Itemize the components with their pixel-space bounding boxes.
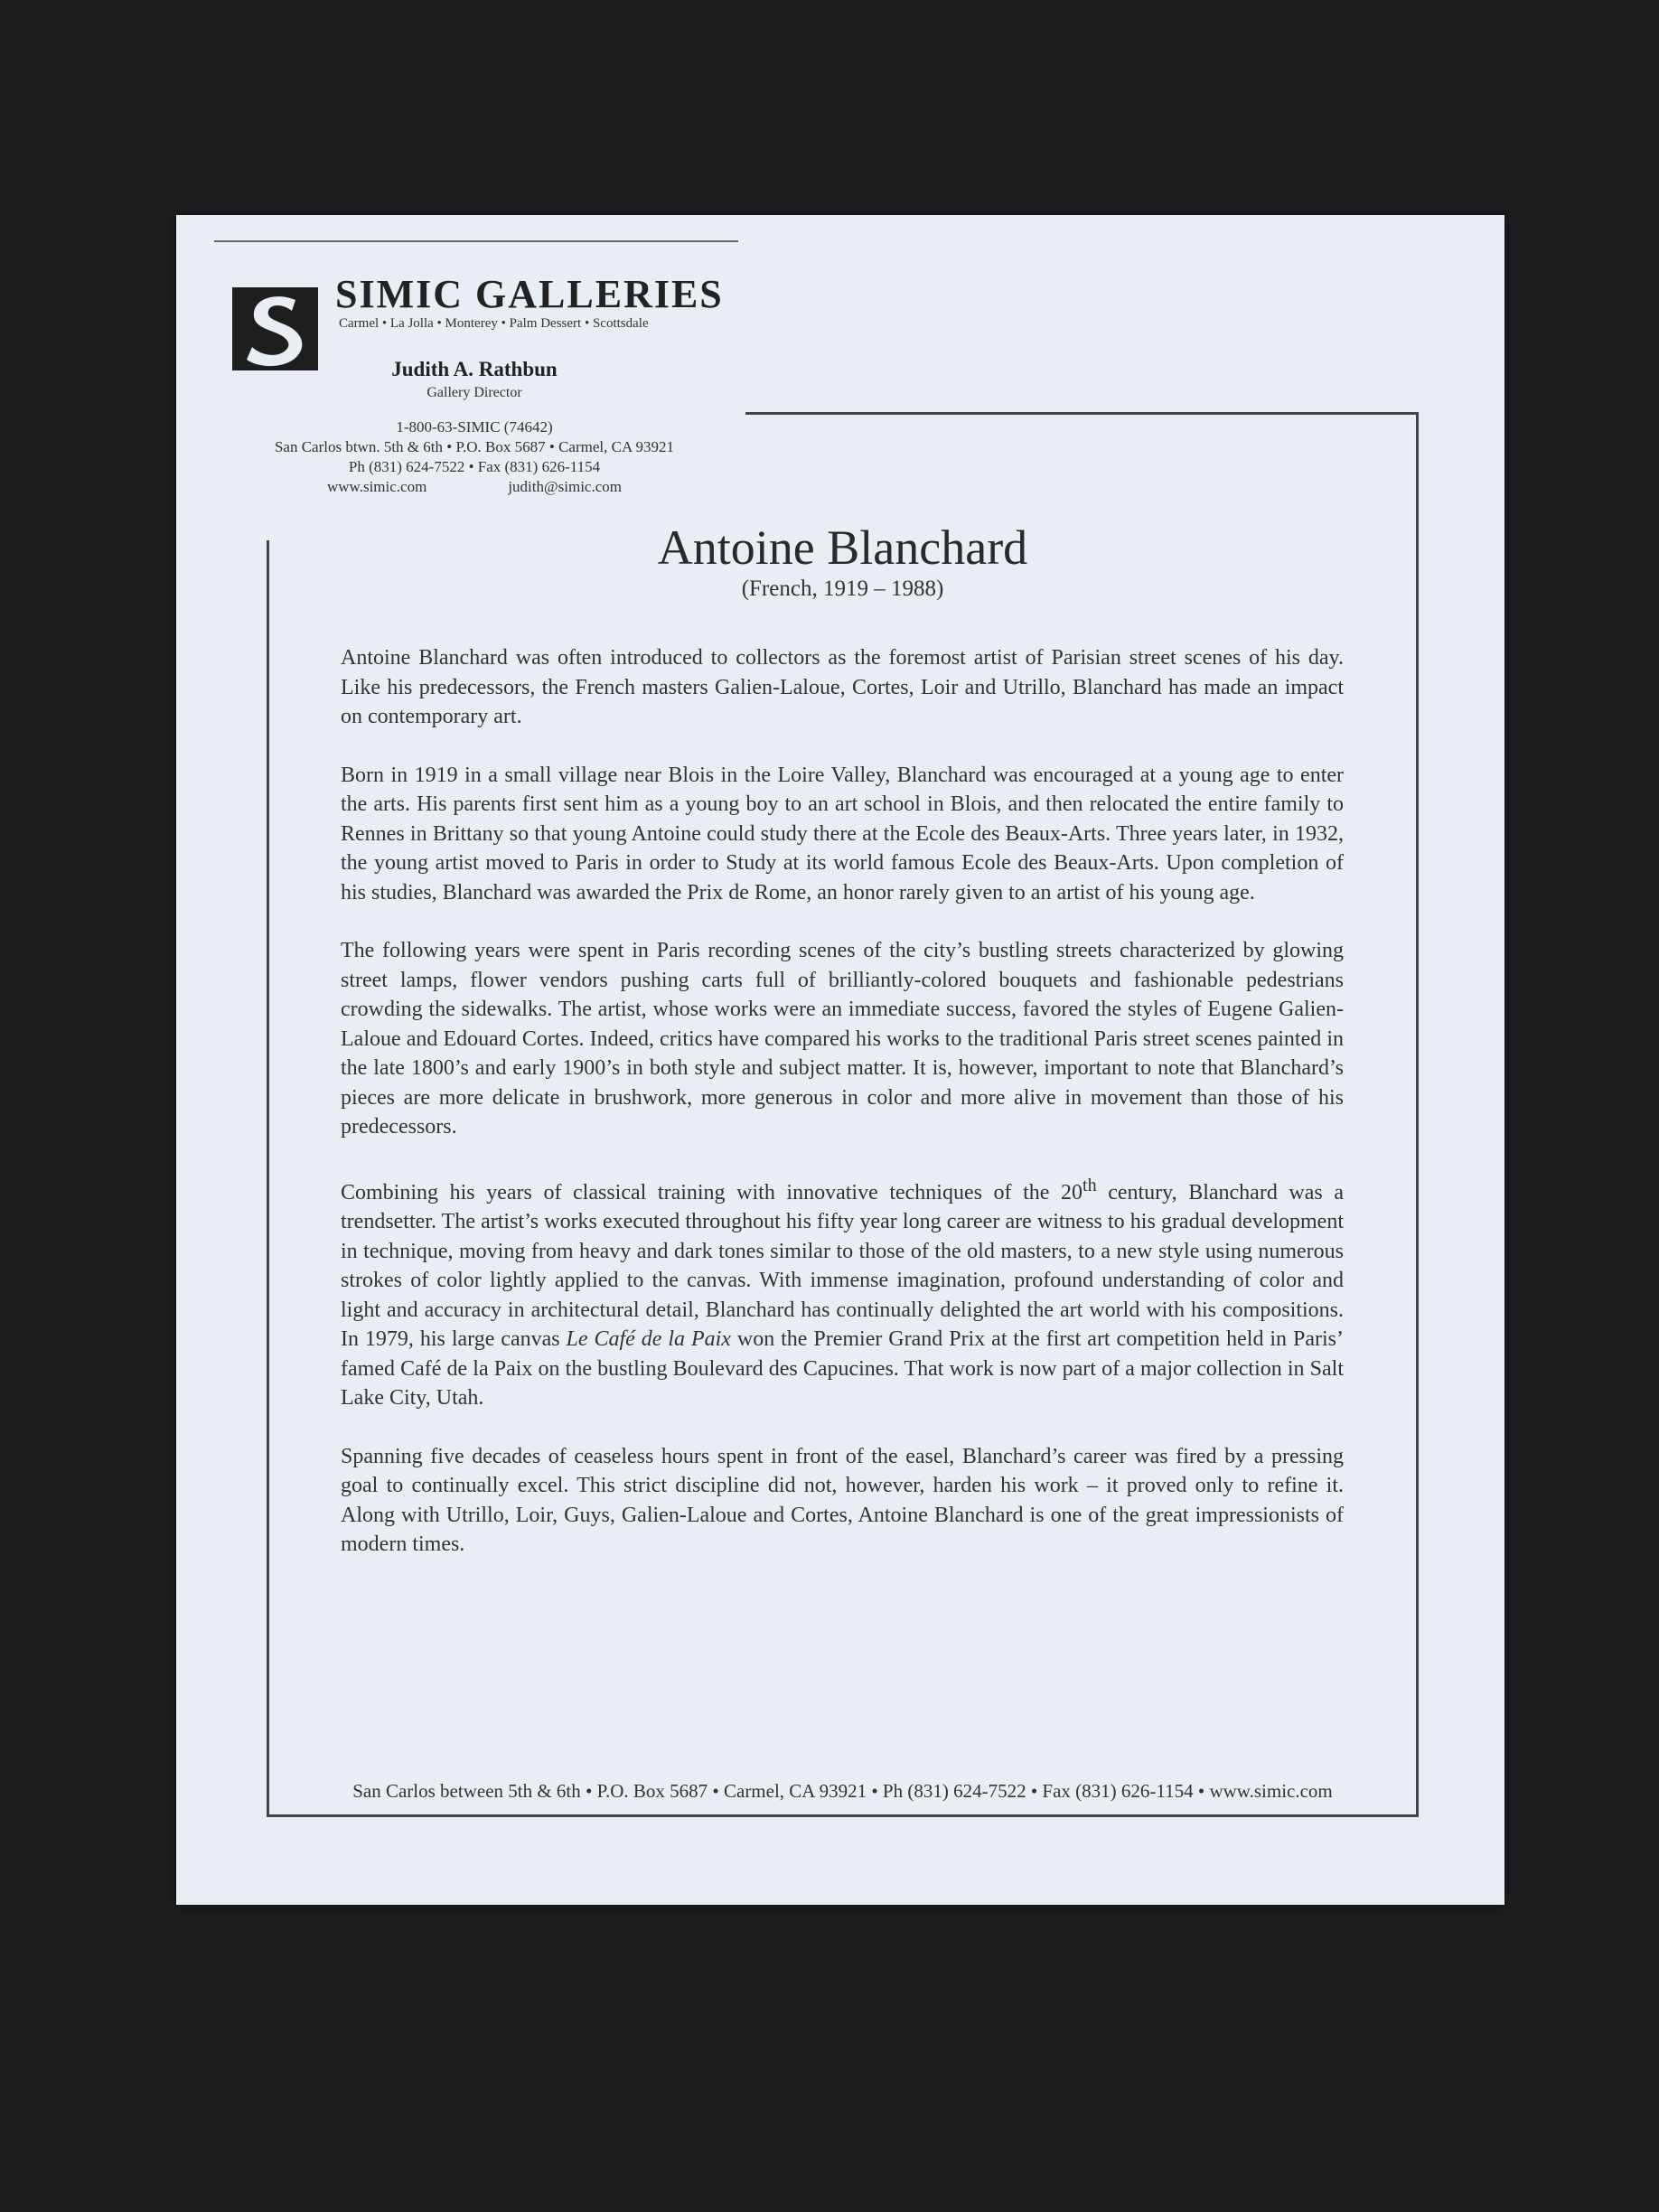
top-rule <box>214 240 738 242</box>
web-email-row <box>221 477 727 497</box>
artwork-title: Le Café de la Paix <box>566 1327 731 1351</box>
website-link[interactable]: www.simic.com <box>326 478 427 495</box>
toll-free-phone: 1-800-63-SIMIC (74642) <box>396 418 553 436</box>
paragraph-paris-years: The following years were spent in Paris recording scenes of the city’s bustling streets characterized by glowing street lamps, flower vendors pushing carts full of brilliantly-colored bouquets and fashionable pedestrians crowding the sidewalks. The artist, whose works were an immediate success, favored the styles of Eugene Galien-Laloue and Edouard Cortes. Indeed, critics have compared his works to the traditional Paris street scenes painted in the late 1800’s and early 1900’s in both style and subject matter. It is, however, important to note that Blanchard’s pieces are more delicate in brushwork, more generous in color and more alive in movement than those of his predecessors. <box>341 939 1344 1139</box>
contact-block <box>221 358 727 497</box>
article-subtitle: (French, 1919 – 1988) <box>741 576 944 601</box>
article-title: Antoine Blanchard <box>657 520 1028 575</box>
frame-border-top <box>745 412 1419 415</box>
gallery-locations: Carmel • La Jolla • Monterey • Palm Dessert • Scottsdale <box>339 316 649 331</box>
frame-border-right <box>1416 412 1419 1817</box>
paragraph-early-life: Born in 1919 in a small village near Blois in the Loire Valley, Blanchard was encouraged at a young age to enter the arts. His parents first sent him as a young boy to an art school in Blois, and then relocated the entire family to Rennes in Brittany so that young Antoine could study there at the Ecole des Beaux-Arts. Three years later, in 1932, the young artist moved to Paris in order to Study at its world famous Ecole des Beaux-Arts. Upon completion of his studies, Blanchard was awarded the Prix de Rome, an honor rarely given to an artist of his young age. <box>341 763 1344 904</box>
article-body <box>341 643 1344 1589</box>
director-title: Gallery Director <box>426 385 522 400</box>
gallery-name: SIMIC GALLERIES <box>335 272 724 316</box>
paragraph-intro: Antoine Blanchard was often introduced to collectors as the foremost artist of Parisian street scenes of his day. Like his predecessors, the French masters Galien-Laloue, Cortes, Loir and Utrillo, Blanchard has made an impact on contemporary art. <box>341 646 1344 728</box>
email-link[interactable]: judith@simic.com <box>508 478 622 495</box>
paragraph-legacy: Spanning five decades of ceaseless hours spent in front of the easel, Blanchard’s career was fired by a pressing goal to continually excel. This strict discipline did not, however, harden his work – it proved only to refine it. Along with Utrillo, Loir, Guys, Galien-Laloue and Cortes, Antoine Blanchard is one of the great impressionists of modern times. <box>341 1444 1344 1556</box>
director-name: Judith A. Rathbun <box>391 358 558 380</box>
frame-border-bottom <box>267 1814 1419 1817</box>
paragraph-career: Combining his years of classical training with innovative techniques of the 20th century, Blanchard was a trendsetter. The artist’s works executed throughout his fifty year long career are witness to his gradual development in technique, moving from heavy and dark tones similar to those of the old masters, to a new style using numerous strokes of color lightly applied to the canvas. With immense imagination, profound understanding of color and light and accuracy in architectural detail, Blanchard has continually delighted the art world with his compositions. In 1979, his large canvas Le Café de la Paix won the Premier Grand Prix at the first art competition held in Paris’ famed Café de la Paix on the bustling Boulevard des Capucines. That work is now part of a major collection in Salt Lake City, Utah. <box>341 1175 1344 1410</box>
phone-fax: Ph (831) 624-7522 • Fax (831) 626-1154 <box>348 458 601 475</box>
footer-address: San Carlos between 5th & 6th • P.O. Box 5687 • Carmel, CA 93921 • Ph (831) 624-7522 • Fax (831) 626-1154 • www.simic.com <box>352 1780 1333 1802</box>
mailing-address: San Carlos btwn. 5th & 6th • P.O. Box 5687 • Carmel, CA 93921 <box>274 438 675 455</box>
document-page <box>176 215 1504 1905</box>
frame-border-left <box>267 540 269 1814</box>
